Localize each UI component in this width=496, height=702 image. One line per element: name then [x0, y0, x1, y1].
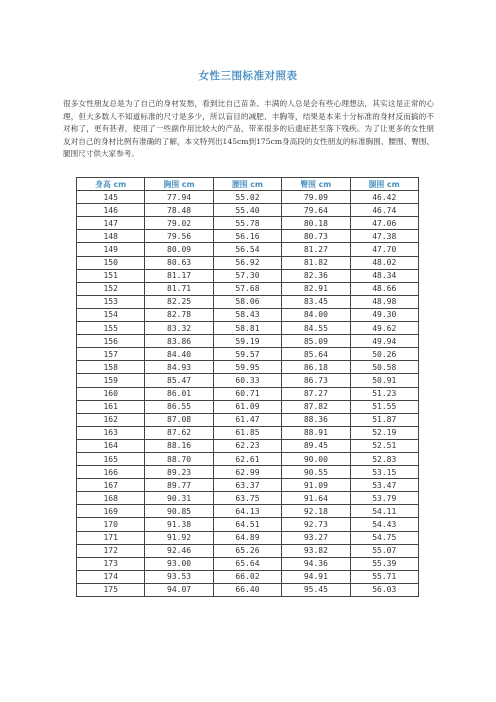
column-header-waist: 腰围 cm	[213, 178, 281, 191]
cell-height: 169	[77, 505, 145, 518]
cell-bust: 80.63	[145, 256, 213, 269]
cell-bust: 92.46	[145, 544, 213, 557]
cell-bust: 90.31	[145, 492, 213, 505]
table-row	[77, 335, 419, 348]
measurement-table	[76, 177, 419, 597]
column-header-hip: 臀围 cm	[282, 178, 350, 191]
cell-height: 155	[77, 322, 145, 335]
table-row	[77, 466, 419, 479]
cell-thigh: 49.30	[350, 308, 418, 321]
cell-hip: 95.45	[282, 583, 350, 596]
cell-hip: 86.73	[282, 374, 350, 387]
cell-hip: 80.73	[282, 230, 350, 243]
cell-height: 146	[77, 204, 145, 217]
cell-waist: 59.95	[213, 361, 281, 374]
cell-thigh: 54.43	[350, 518, 418, 531]
cell-hip: 81.82	[282, 256, 350, 269]
cell-bust: 87.08	[145, 413, 213, 426]
cell-hip: 85.09	[282, 335, 350, 348]
cell-thigh: 47.38	[350, 230, 418, 243]
column-header-height: 身高 cm	[77, 178, 145, 191]
table-row	[77, 256, 419, 269]
cell-bust: 91.92	[145, 531, 213, 544]
cell-thigh: 50.91	[350, 374, 418, 387]
cell-waist: 57.30	[213, 269, 281, 282]
cell-waist: 55.40	[213, 204, 281, 217]
cell-height: 167	[77, 479, 145, 492]
table-row	[77, 322, 419, 335]
cell-height: 147	[77, 217, 145, 230]
cell-waist: 62.99	[213, 466, 281, 479]
cell-hip: 90.55	[282, 466, 350, 479]
cell-hip: 88.91	[282, 426, 350, 439]
table-row	[77, 426, 419, 439]
cell-waist: 60.71	[213, 387, 281, 400]
cell-height: 173	[77, 557, 145, 570]
cell-thigh: 51.55	[350, 400, 418, 413]
cell-thigh: 55.07	[350, 544, 418, 557]
cell-hip: 80.18	[282, 217, 350, 230]
cell-bust: 83.86	[145, 335, 213, 348]
cell-thigh: 53.15	[350, 466, 418, 479]
cell-thigh: 48.02	[350, 256, 418, 269]
cell-thigh: 51.87	[350, 413, 418, 426]
cell-hip: 81.27	[282, 243, 350, 256]
cell-bust: 91.38	[145, 518, 213, 531]
cell-waist: 59.57	[213, 348, 281, 361]
cell-thigh: 47.70	[350, 243, 418, 256]
cell-hip: 87.82	[282, 400, 350, 413]
cell-bust: 84.93	[145, 361, 213, 374]
cell-hip: 91.09	[282, 479, 350, 492]
cell-thigh: 53.47	[350, 479, 418, 492]
cell-height: 159	[77, 374, 145, 387]
cell-height: 160	[77, 387, 145, 400]
cell-thigh: 48.98	[350, 295, 418, 308]
cell-bust: 86.55	[145, 400, 213, 413]
cell-bust: 88.16	[145, 439, 213, 452]
cell-waist: 57.68	[213, 282, 281, 295]
cell-bust: 93.00	[145, 557, 213, 570]
cell-height: 151	[77, 269, 145, 282]
cell-height: 164	[77, 439, 145, 452]
cell-waist: 59.19	[213, 335, 281, 348]
cell-thigh: 49.62	[350, 322, 418, 335]
cell-thigh: 46.42	[350, 191, 418, 204]
cell-height: 163	[77, 426, 145, 439]
cell-height: 157	[77, 348, 145, 361]
table-row	[77, 230, 419, 243]
cell-waist: 63.75	[213, 492, 281, 505]
table-row	[77, 479, 419, 492]
cell-thigh: 52.83	[350, 452, 418, 465]
cell-waist: 55.02	[213, 191, 281, 204]
cell-height: 166	[77, 466, 145, 479]
cell-waist: 61.85	[213, 426, 281, 439]
table-row	[77, 583, 419, 596]
cell-bust: 94.07	[145, 583, 213, 596]
cell-bust: 87.62	[145, 426, 213, 439]
cell-waist: 62.61	[213, 452, 281, 465]
cell-hip: 94.91	[282, 570, 350, 583]
table-row	[77, 505, 419, 518]
cell-bust: 79.56	[145, 230, 213, 243]
table-row	[77, 217, 419, 230]
cell-height: 158	[77, 361, 145, 374]
table-row	[77, 361, 419, 374]
table-row	[77, 387, 419, 400]
table-row	[77, 374, 419, 387]
table-row	[77, 531, 419, 544]
table-row	[77, 400, 419, 413]
cell-hip: 82.36	[282, 269, 350, 282]
cell-hip: 88.36	[282, 413, 350, 426]
cell-height: 168	[77, 492, 145, 505]
cell-hip: 93.82	[282, 544, 350, 557]
cell-waist: 56.16	[213, 230, 281, 243]
cell-height: 171	[77, 531, 145, 544]
cell-hip: 83.45	[282, 295, 350, 308]
cell-hip: 94.36	[282, 557, 350, 570]
cell-hip: 93.27	[282, 531, 350, 544]
cell-height: 161	[77, 400, 145, 413]
cell-hip: 91.64	[282, 492, 350, 505]
cell-bust: 85.47	[145, 374, 213, 387]
cell-height: 175	[77, 583, 145, 596]
cell-height: 174	[77, 570, 145, 583]
cell-waist: 64.89	[213, 531, 281, 544]
cell-hip: 79.09	[282, 191, 350, 204]
cell-thigh: 46.74	[350, 204, 418, 217]
cell-bust: 86.01	[145, 387, 213, 400]
cell-bust: 89.77	[145, 479, 213, 492]
table-row	[77, 308, 419, 321]
cell-bust: 78.48	[145, 204, 213, 217]
cell-bust: 83.32	[145, 322, 213, 335]
cell-bust: 90.85	[145, 505, 213, 518]
cell-thigh: 56.03	[350, 583, 418, 596]
cell-bust: 81.17	[145, 269, 213, 282]
cell-thigh: 52.51	[350, 439, 418, 452]
cell-hip: 85.64	[282, 348, 350, 361]
cell-thigh: 54.75	[350, 531, 418, 544]
cell-bust: 93.53	[145, 570, 213, 583]
cell-height: 162	[77, 413, 145, 426]
cell-waist: 61.09	[213, 400, 281, 413]
cell-waist: 60.33	[213, 374, 281, 387]
cell-hip: 84.55	[282, 322, 350, 335]
cell-bust: 79.02	[145, 217, 213, 230]
table-row	[77, 557, 419, 570]
page-title: 女性三围标准对照表	[198, 70, 298, 82]
table-row	[77, 544, 419, 557]
table-row	[77, 243, 419, 256]
cell-height: 170	[77, 518, 145, 531]
cell-height: 165	[77, 452, 145, 465]
cell-hip: 89.45	[282, 439, 350, 452]
cell-thigh: 54.11	[350, 505, 418, 518]
cell-height: 156	[77, 335, 145, 348]
cell-hip: 82.91	[282, 282, 350, 295]
cell-thigh: 50.58	[350, 361, 418, 374]
table-row	[77, 452, 419, 465]
cell-height: 145	[77, 191, 145, 204]
cell-height: 153	[77, 295, 145, 308]
intro-paragraph: 很多女性朋友总是为了自己的身材发愁，看到比自己苗条、丰满的人总是会有些心理想法，其实这是正常的心理，但大多数人不知道标准的尺寸是多少，所以盲目的减肥、丰胸等，结果是本来十分标准的身材反而搞的不对称了，更有甚者，使用了一些副作用比较大的产品，带来很多的后遗症甚至落下残疾。为了让更多的女性朋友对自己的身材比例有准确的了解，本文特列出145cm到175cm身高段的女性朋友的标准胸围、腰围、臀围、腿围尺寸供大家参考。	[63, 99, 434, 159]
cell-thigh: 52.19	[350, 426, 418, 439]
cell-waist: 64.51	[213, 518, 281, 531]
table-row	[77, 295, 419, 308]
cell-thigh: 48.34	[350, 269, 418, 282]
cell-thigh: 51.23	[350, 387, 418, 400]
cell-bust: 84.40	[145, 348, 213, 361]
table-row	[77, 518, 419, 531]
cell-height: 148	[77, 230, 145, 243]
cell-height: 172	[77, 544, 145, 557]
column-header-bust: 胸围 cm	[145, 178, 213, 191]
cell-height: 154	[77, 308, 145, 321]
cell-thigh: 49.94	[350, 335, 418, 348]
cell-thigh: 50.26	[350, 348, 418, 361]
cell-hip: 79.64	[282, 204, 350, 217]
cell-waist: 66.02	[213, 570, 281, 583]
cell-waist: 63.37	[213, 479, 281, 492]
table-header	[77, 178, 419, 191]
cell-hip: 86.18	[282, 361, 350, 374]
cell-bust: 89.23	[145, 466, 213, 479]
table-row	[77, 570, 419, 583]
header-row	[77, 178, 419, 191]
table-row	[77, 282, 419, 295]
table-row	[77, 191, 419, 204]
cell-waist: 62.23	[213, 439, 281, 452]
cell-bust: 77.94	[145, 191, 213, 204]
table-row	[77, 269, 419, 282]
cell-bust: 82.25	[145, 295, 213, 308]
cell-waist: 65.64	[213, 557, 281, 570]
cell-bust: 82.78	[145, 308, 213, 321]
cell-waist: 58.43	[213, 308, 281, 321]
cell-thigh: 47.06	[350, 217, 418, 230]
cell-waist: 61.47	[213, 413, 281, 426]
cell-bust: 81.71	[145, 282, 213, 295]
cell-height: 152	[77, 282, 145, 295]
cell-hip: 87.27	[282, 387, 350, 400]
cell-waist: 66.40	[213, 583, 281, 596]
cell-waist: 65.26	[213, 544, 281, 557]
cell-waist: 55.78	[213, 217, 281, 230]
table-row	[77, 439, 419, 452]
cell-waist: 58.81	[213, 322, 281, 335]
cell-height: 149	[77, 243, 145, 256]
column-header-thigh: 腿围 cm	[350, 178, 418, 191]
table-row	[77, 413, 419, 426]
cell-hip: 92.73	[282, 518, 350, 531]
cell-thigh: 55.39	[350, 557, 418, 570]
cell-thigh: 48.66	[350, 282, 418, 295]
cell-thigh: 53.79	[350, 492, 418, 505]
cell-bust: 88.70	[145, 452, 213, 465]
cell-waist: 56.92	[213, 256, 281, 269]
table-row	[77, 492, 419, 505]
cell-waist: 58.06	[213, 295, 281, 308]
table-body	[77, 191, 419, 597]
cell-waist: 64.13	[213, 505, 281, 518]
cell-hip: 90.00	[282, 452, 350, 465]
table-row	[77, 204, 419, 217]
table-row	[77, 348, 419, 361]
cell-bust: 80.09	[145, 243, 213, 256]
cell-thigh: 55.71	[350, 570, 418, 583]
cell-hip: 84.00	[282, 308, 350, 321]
cell-waist: 56.54	[213, 243, 281, 256]
cell-height: 150	[77, 256, 145, 269]
cell-hip: 92.18	[282, 505, 350, 518]
